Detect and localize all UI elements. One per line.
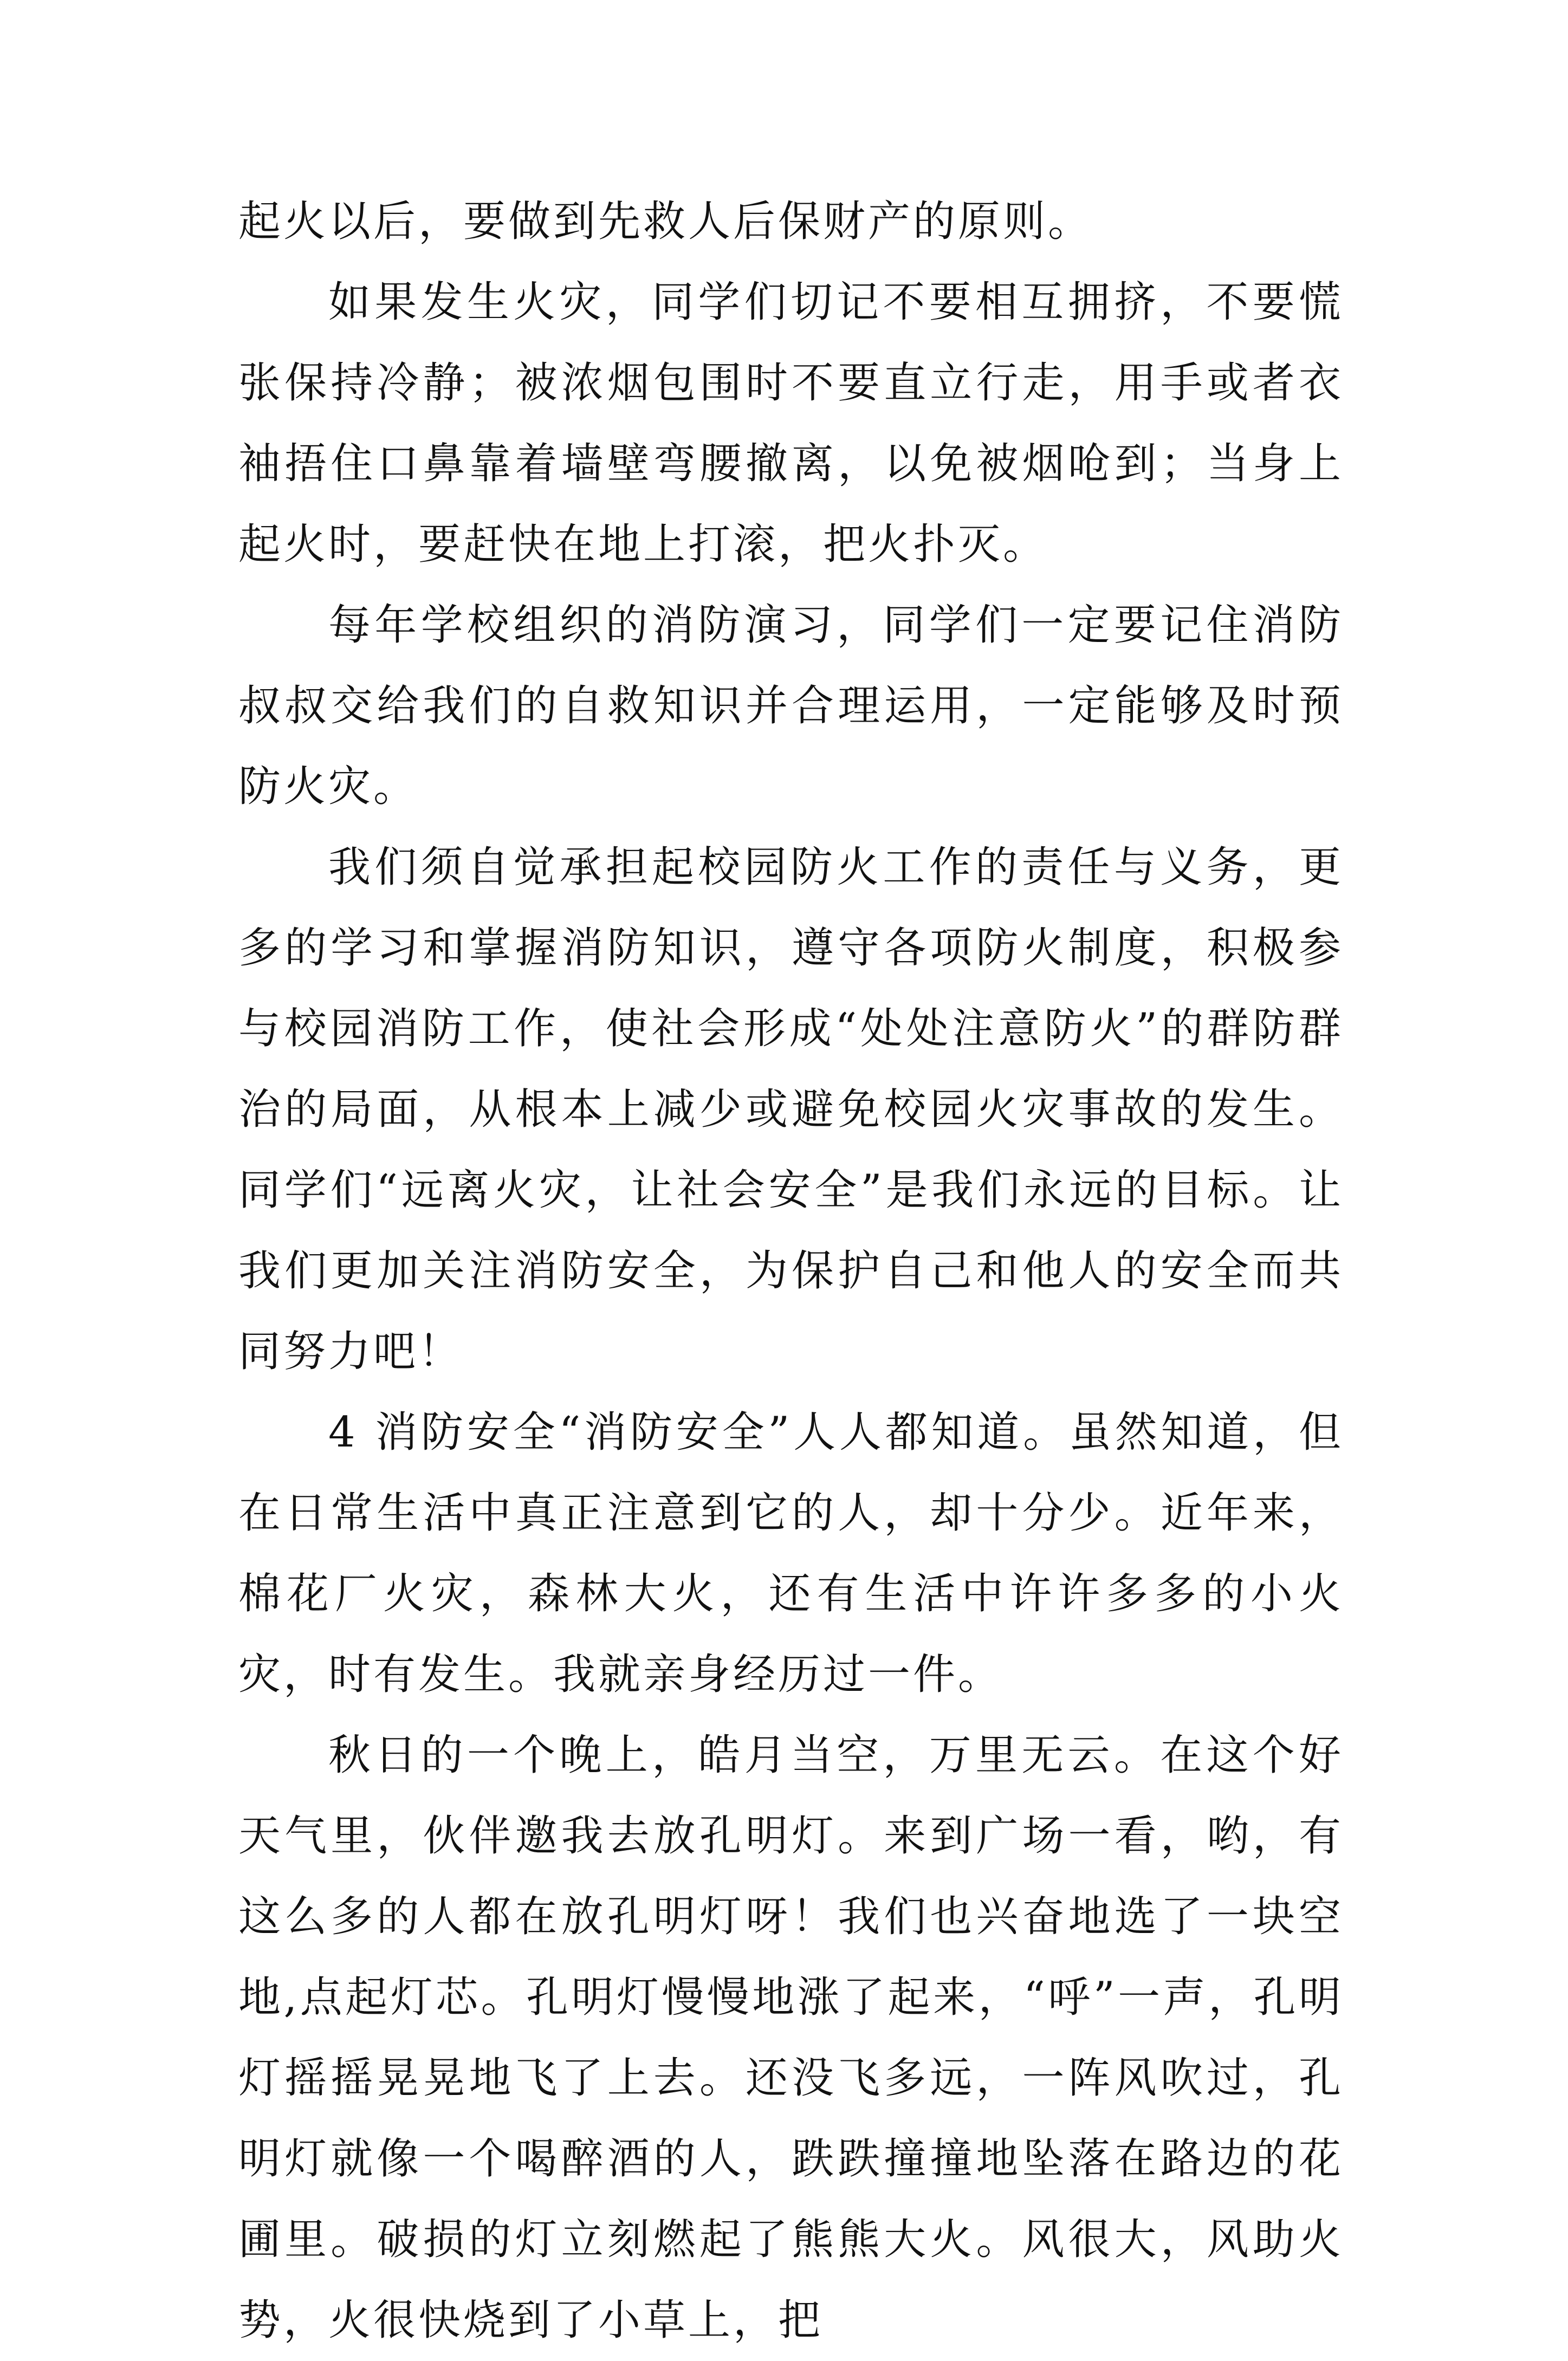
paragraph-fire-escape-tips: 如果发生火灾，同学们切记不要相互拥挤，不要慌张保持冷静；被浓烟包围时不要直立行走，用手或者衣袖捂住口鼻靠着墙壁弯腰撤离，以免被烟呛到；当身上起火时，要赶快在地上打滚，把火扑灭。: [238, 278, 1344, 569]
document-body: [238, 181, 1344, 2361]
paragraph-essay-4-intro: 4 消防安全“消防安全”人人都知道。虽然知道，但在日常生活中真正注意到它的人，却十分少。近年来，棉花厂火灾，森林大火，还有生活中许许多多的小火灾，时有发生。我就亲身经历过一件。: [238, 1408, 1344, 1699]
paragraph-lantern-story: 秋日的一个晚上，皓月当空，万里无云。在这个好天气里，伙伴邀我去放孔明灯。来到广场一看，哟，有这么多的人都在放孔明灯呀！我们也兴奋地选了一块空地,点起灯芯。孔明灯慢慢地涨了起来，“呼”一声，孔明灯摇摇晃晃地飞了上去。还没飞多远，一阵风吹过，孔明灯就像一个喝醉酒的人，跌跌撞撞地坠落在路边的花圃里。破损的灯立刻燃起了熊熊大火。风很大，风助火势，火很快烧到了小草上，把: [238, 1731, 1344, 2345]
paragraph-campus-responsibility: 我们须自觉承担起校园防火工作的责任与义务，更多的学习和掌握消防知识，遵守各项防火制度，积极参与校园消防工作，使社会形成“处处注意防火”的群防群治的局面，从根本上减少或避免校园火灾事故的发生。同学们“远离火灾，让社会安全”是我们永远的目标。让我们更加关注消防安全，为保护自己和他人的安全而共同努力吧！: [238, 843, 1344, 1376]
paragraph-fire-principle: 起火以后，要做到先救人后保财产的原则。: [238, 197, 1093, 246]
paragraph-fire-drill: 每年学校组织的消防演习，同学们一定要记住消防叔叔交给我们的自救知识并合理运用，一定能够及时预防火灾。: [238, 601, 1344, 811]
